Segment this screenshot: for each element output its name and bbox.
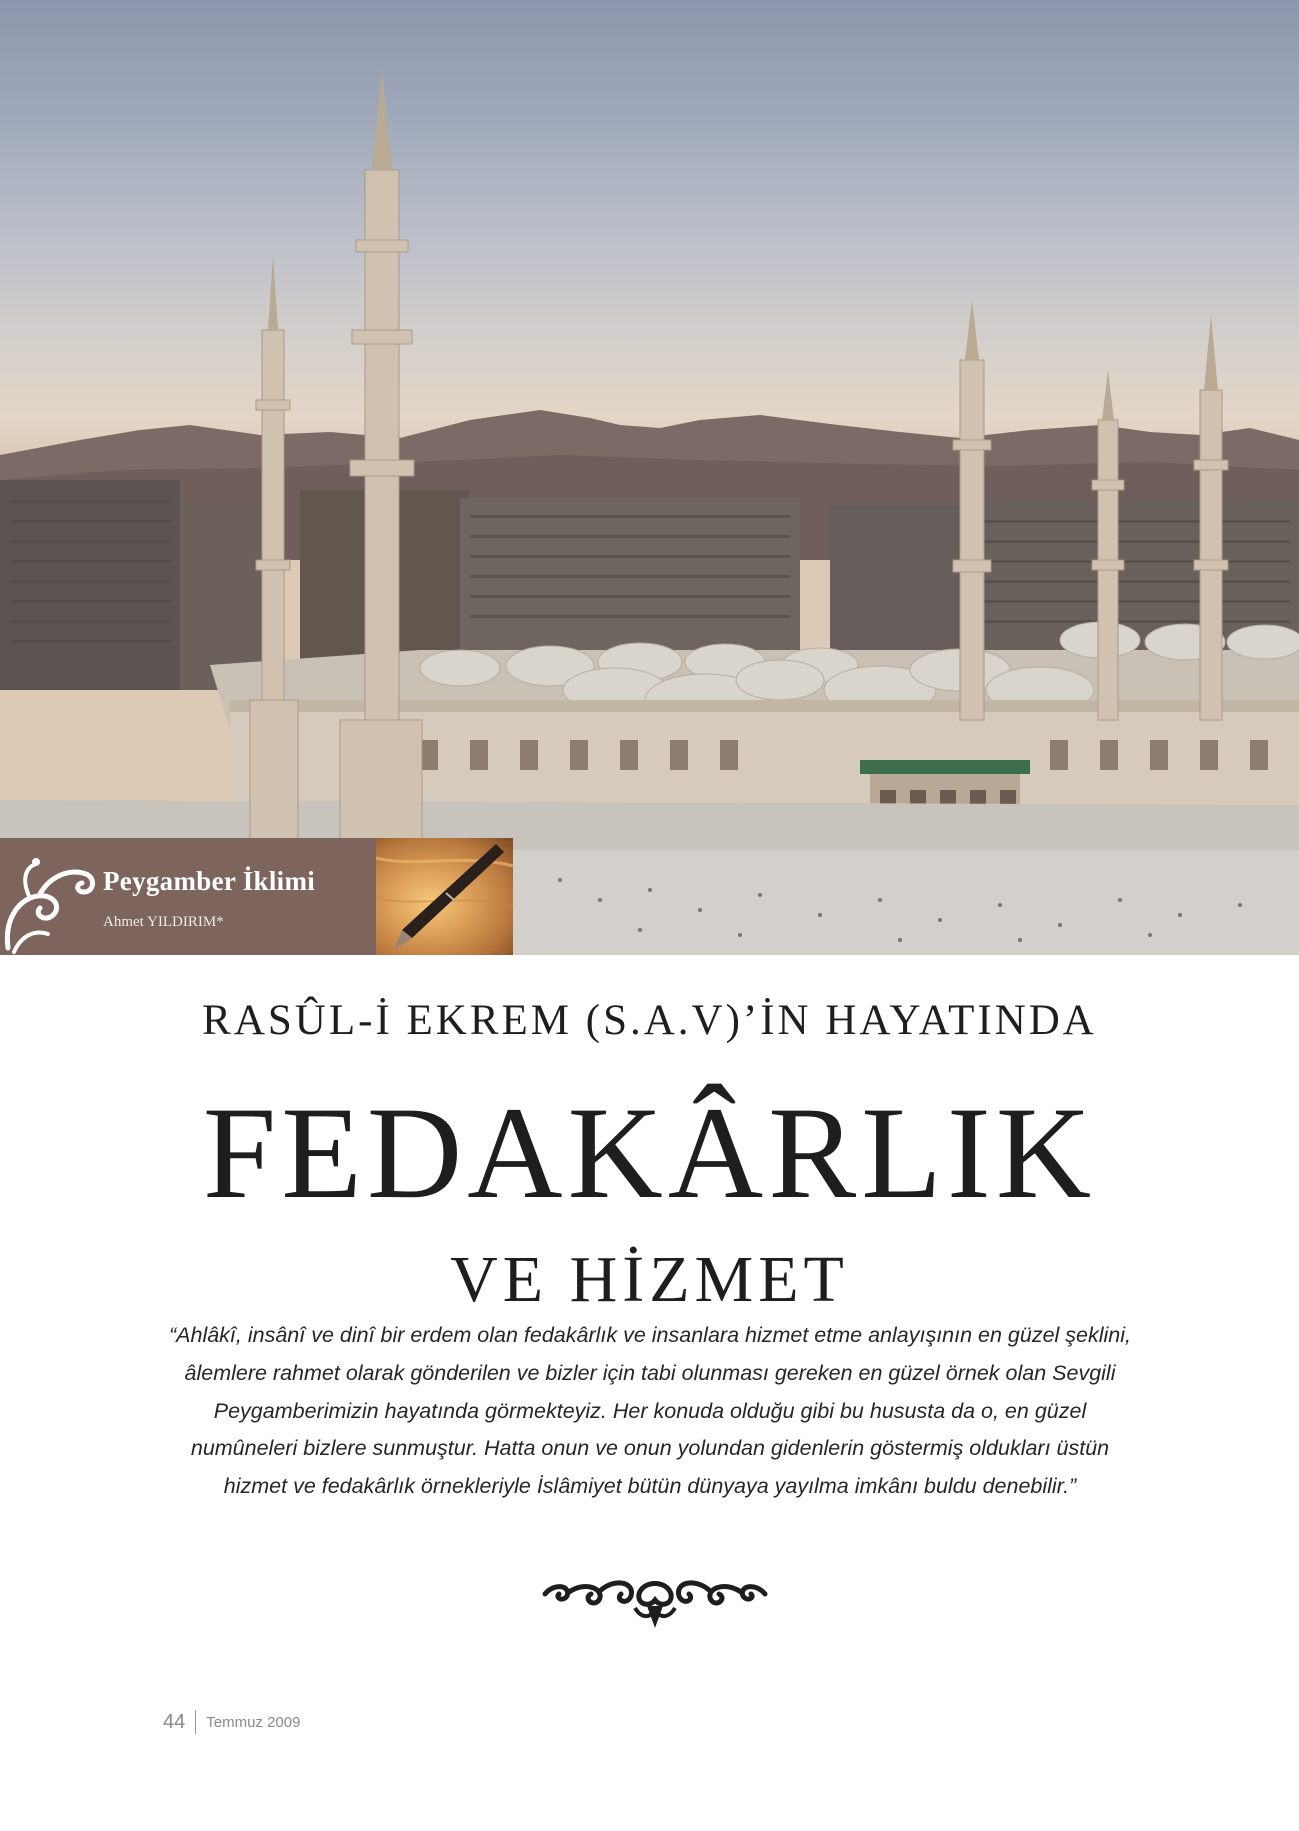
footer-separator — [195, 1710, 196, 1734]
article-subhead: VE HİZMET — [450, 1243, 849, 1316]
floral-swirl-icon — [0, 838, 100, 955]
lead-quote: “Ahlâkî, insânî ve dinî bir erdem olan fedakârlık ve insanlara hizmet etme anlayışının en güzel şeklini, âlemlere rahmet olarak gönderilen ve bizler için tabi olunması gereken en güzel örnek olan Sevgili Peygamberimizin hayatında görmekteyiz. Her konuda olduğu gibi bu hususta da o, en güzel numûneleri bizlere sunmuştur. Hatta onun ve onun yolundan gidenlerin göstermiş oldukları üstün hizmet ve fedakârlık örnekleriyle İslâmiyet bütün dünyaya yayılma imkânı buldu denebilir.” — [168, 1323, 1132, 1499]
fountain-pen-icon — [376, 838, 513, 955]
article-kicker: RASÛL-İ EKREM (S.A.V)’İN HAYATINDA — [202, 997, 1097, 1044]
author-name: Ahmet YILDIRIM* — [103, 914, 224, 930]
page-footer — [163, 1709, 300, 1735]
page-number: 44 — [163, 1710, 186, 1733]
ornamental-divider-icon — [535, 1572, 775, 1632]
article-headline: FEDAKÂRLIK — [202, 1079, 1097, 1226]
pen-on-paper-image — [376, 838, 513, 955]
section-title: Peygamber İklimi — [103, 866, 316, 896]
issue-date: Temmuz 2009 — [206, 1713, 301, 1731]
